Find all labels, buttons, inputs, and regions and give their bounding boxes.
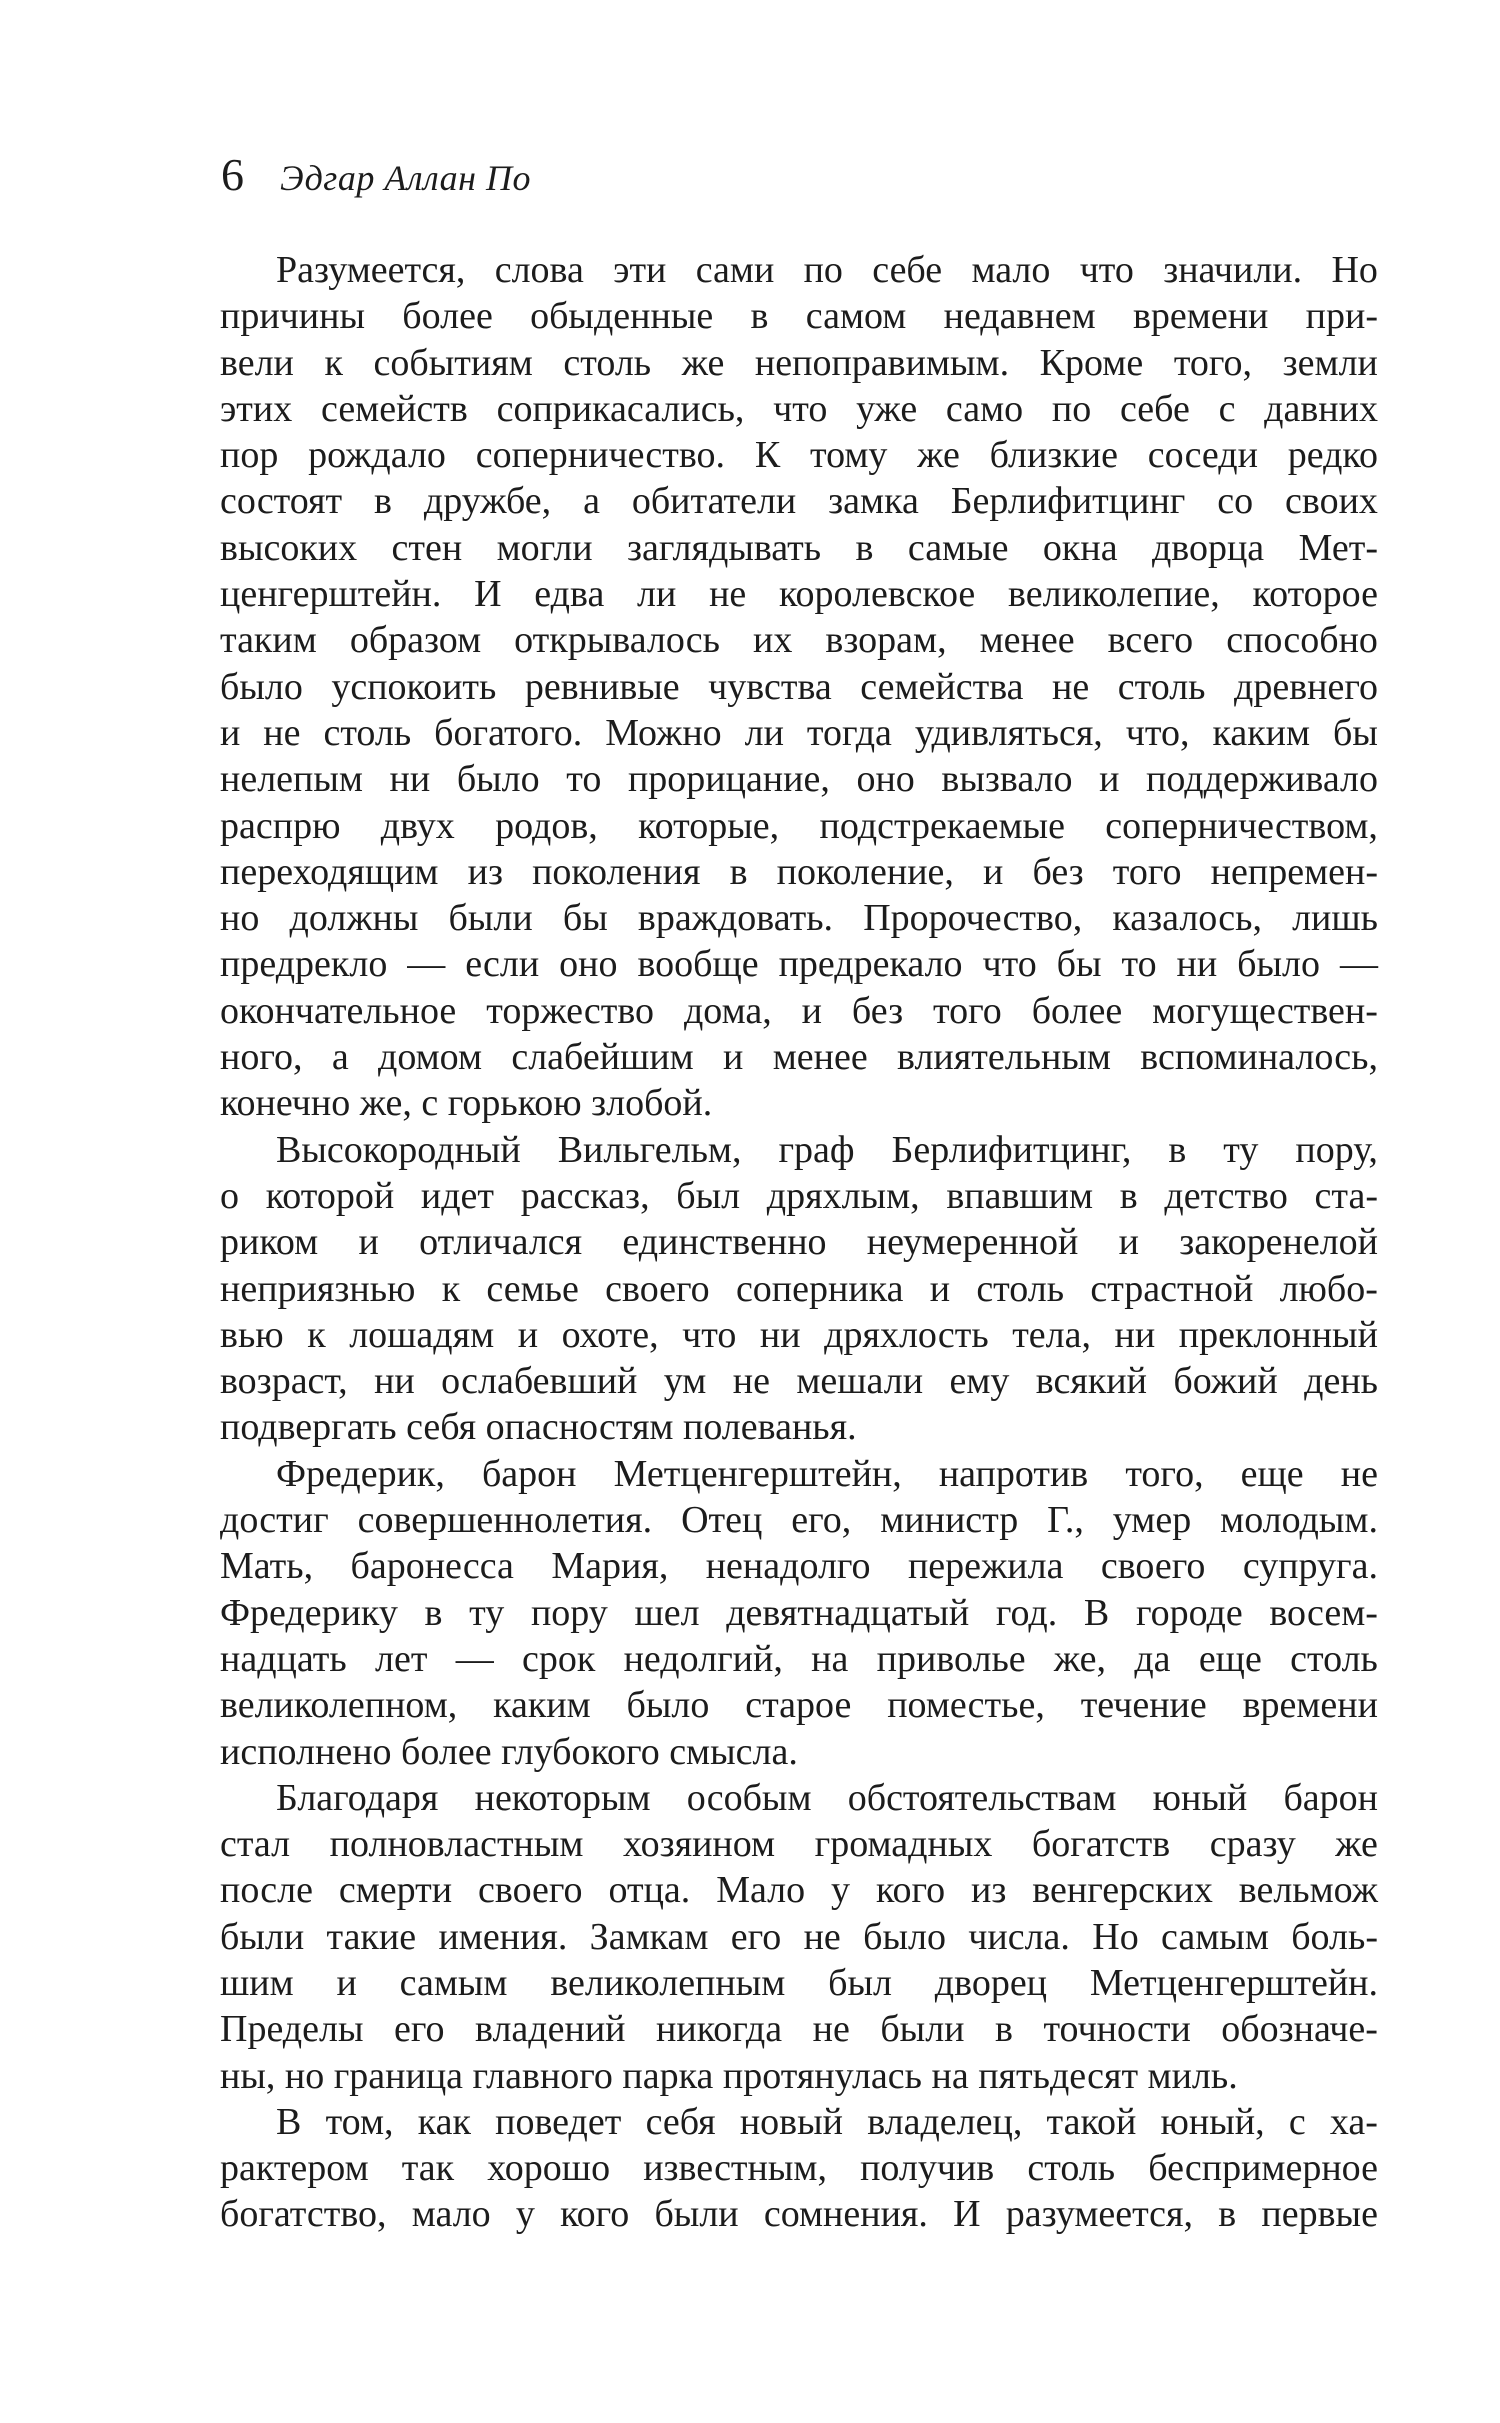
- paragraph: [220, 2099, 1378, 2238]
- page-number: 6: [221, 149, 244, 200]
- text-line: ценгерштейн. И едва ли не королевское великолепие, которое: [220, 573, 1378, 616]
- text-line: достиг совершеннолетия. Отец его, министр Г., умер молодым.: [220, 1499, 1378, 1542]
- text-line: надцать лет — срок недолгий, на приволье же, да еще столь: [220, 1637, 1378, 1680]
- text-line: рактером так хорошо известным, получив столь беспримерное: [220, 2147, 1378, 2190]
- running-header: [221, 149, 532, 200]
- text-line: В том, как поведет себя новый владелец, такой юный, с ха-: [276, 2100, 1378, 2143]
- text-line: вью к лошадям и охоте, что ни дряхлость тела, ни преклонный: [220, 1313, 1378, 1356]
- text-line: таким образом открывалось их взорам, менее всего способно: [220, 619, 1378, 662]
- text-line: окончательное торжество дома, и без того более могуществен-: [220, 989, 1378, 1032]
- text-line: шим и самым великолепным был дворец Метценгерштейн.: [220, 1961, 1378, 2004]
- text-line: великолепном, каким было старое поместье, течение времени: [220, 1684, 1378, 1727]
- running-header-title: Эдгар Аллан По: [280, 158, 532, 198]
- text-line: подвергать себя опасностям полеванья.: [220, 1406, 857, 1449]
- text-line: этих семейств соприкасались, что уже само по себе с давних: [220, 387, 1378, 430]
- text-line: исполнено более глубокого смысла.: [220, 1730, 798, 1773]
- paragraph: [220, 247, 1378, 1127]
- paragraph: [220, 1451, 1378, 1775]
- text-line: причины более обыденные в самом недавнем времени при-: [220, 295, 1378, 338]
- text-line: конечно же, с горькою злобой.: [220, 1082, 713, 1125]
- text-line: вели к событиям столь же непоправимым. Кроме того, земли: [220, 341, 1378, 384]
- text-line: пор рождало соперничество. К тому же близкие соседи редко: [220, 434, 1378, 477]
- text-line: Мать, баронесса Мария, ненадолго пережила своего супруга.: [220, 1545, 1378, 1588]
- text-line: после смерти своего отца. Мало у кого из венгерских вельмож: [220, 1869, 1378, 1912]
- text-line: высоких стен могли заглядывать в самые окна дворца Мет-: [220, 526, 1378, 569]
- text-line: риком и отличался единственно неумеренной и закоренелой: [220, 1221, 1378, 1264]
- text-block: [220, 247, 1378, 2238]
- paragraph: [220, 1127, 1378, 1451]
- text-line: ного, а домом слабейшим и менее влиятельным вспоминалось,: [220, 1036, 1378, 1079]
- text-line: нелепым ни было то прорицание, оно вызвало и поддерживало: [220, 758, 1378, 801]
- text-line: состоят в дружбе, а обитатели замка Берлифитцинг со своих: [220, 480, 1378, 523]
- text-line: стал полновластным хозяином громадных богатств сразу же: [220, 1823, 1378, 1866]
- text-line: Фредерик, барон Метценгерштейн, напротив того, еще не: [276, 1452, 1378, 1495]
- text-line: но должны были бы враждовать. Пророчество, казалось, лишь: [220, 897, 1378, 940]
- paragraph: [220, 1775, 1378, 2099]
- text-line: переходящим из поколения в поколение, и без того непремен-: [220, 850, 1378, 893]
- text-line: были такие имения. Замкам его не было числа. Но самым боль-: [220, 1915, 1378, 1958]
- text-line: Фредерику в ту пору шел девятнадцатый год. В городе восем-: [220, 1591, 1378, 1634]
- text-line: о которой идет рассказ, был дряхлым, впавшим в детство ста-: [220, 1174, 1378, 1217]
- text-line: было успокоить ревнивые чувства семейства не столь древнего: [220, 665, 1378, 708]
- text-line: Высокородный Вильгельм, граф Берлифитцинг, в ту пору,: [276, 1128, 1378, 1171]
- text-line: возраст, ни ослабевший ум не мешали ему всякий божий день: [220, 1360, 1378, 1403]
- text-line: предрекло — если оно вообще предрекало что бы то ни было —: [220, 943, 1378, 986]
- text-line: богатство, мало у кого были сомнения. И разумеется, в первые: [220, 2193, 1378, 2236]
- text-line: неприязнью к семье своего соперника и столь страстной любо-: [220, 1267, 1378, 1310]
- text-line: Благодаря некоторым особым обстоятельствам юный барон: [276, 1776, 1378, 1819]
- text-line: распрю двух родов, которые, подстрекаемые соперничеством,: [220, 804, 1378, 847]
- text-line: Разумеется, слова эти сами по себе мало что значили. Но: [276, 249, 1378, 291]
- text-line: ны, но граница главного парка протянулась на пятьдесят миль.: [220, 2054, 1238, 2097]
- text-line: Пределы его владений никогда не были в точности обозначе-: [220, 2008, 1378, 2051]
- text-line: и не столь богатого. Можно ли тогда удивляться, что, каким бы: [220, 711, 1378, 754]
